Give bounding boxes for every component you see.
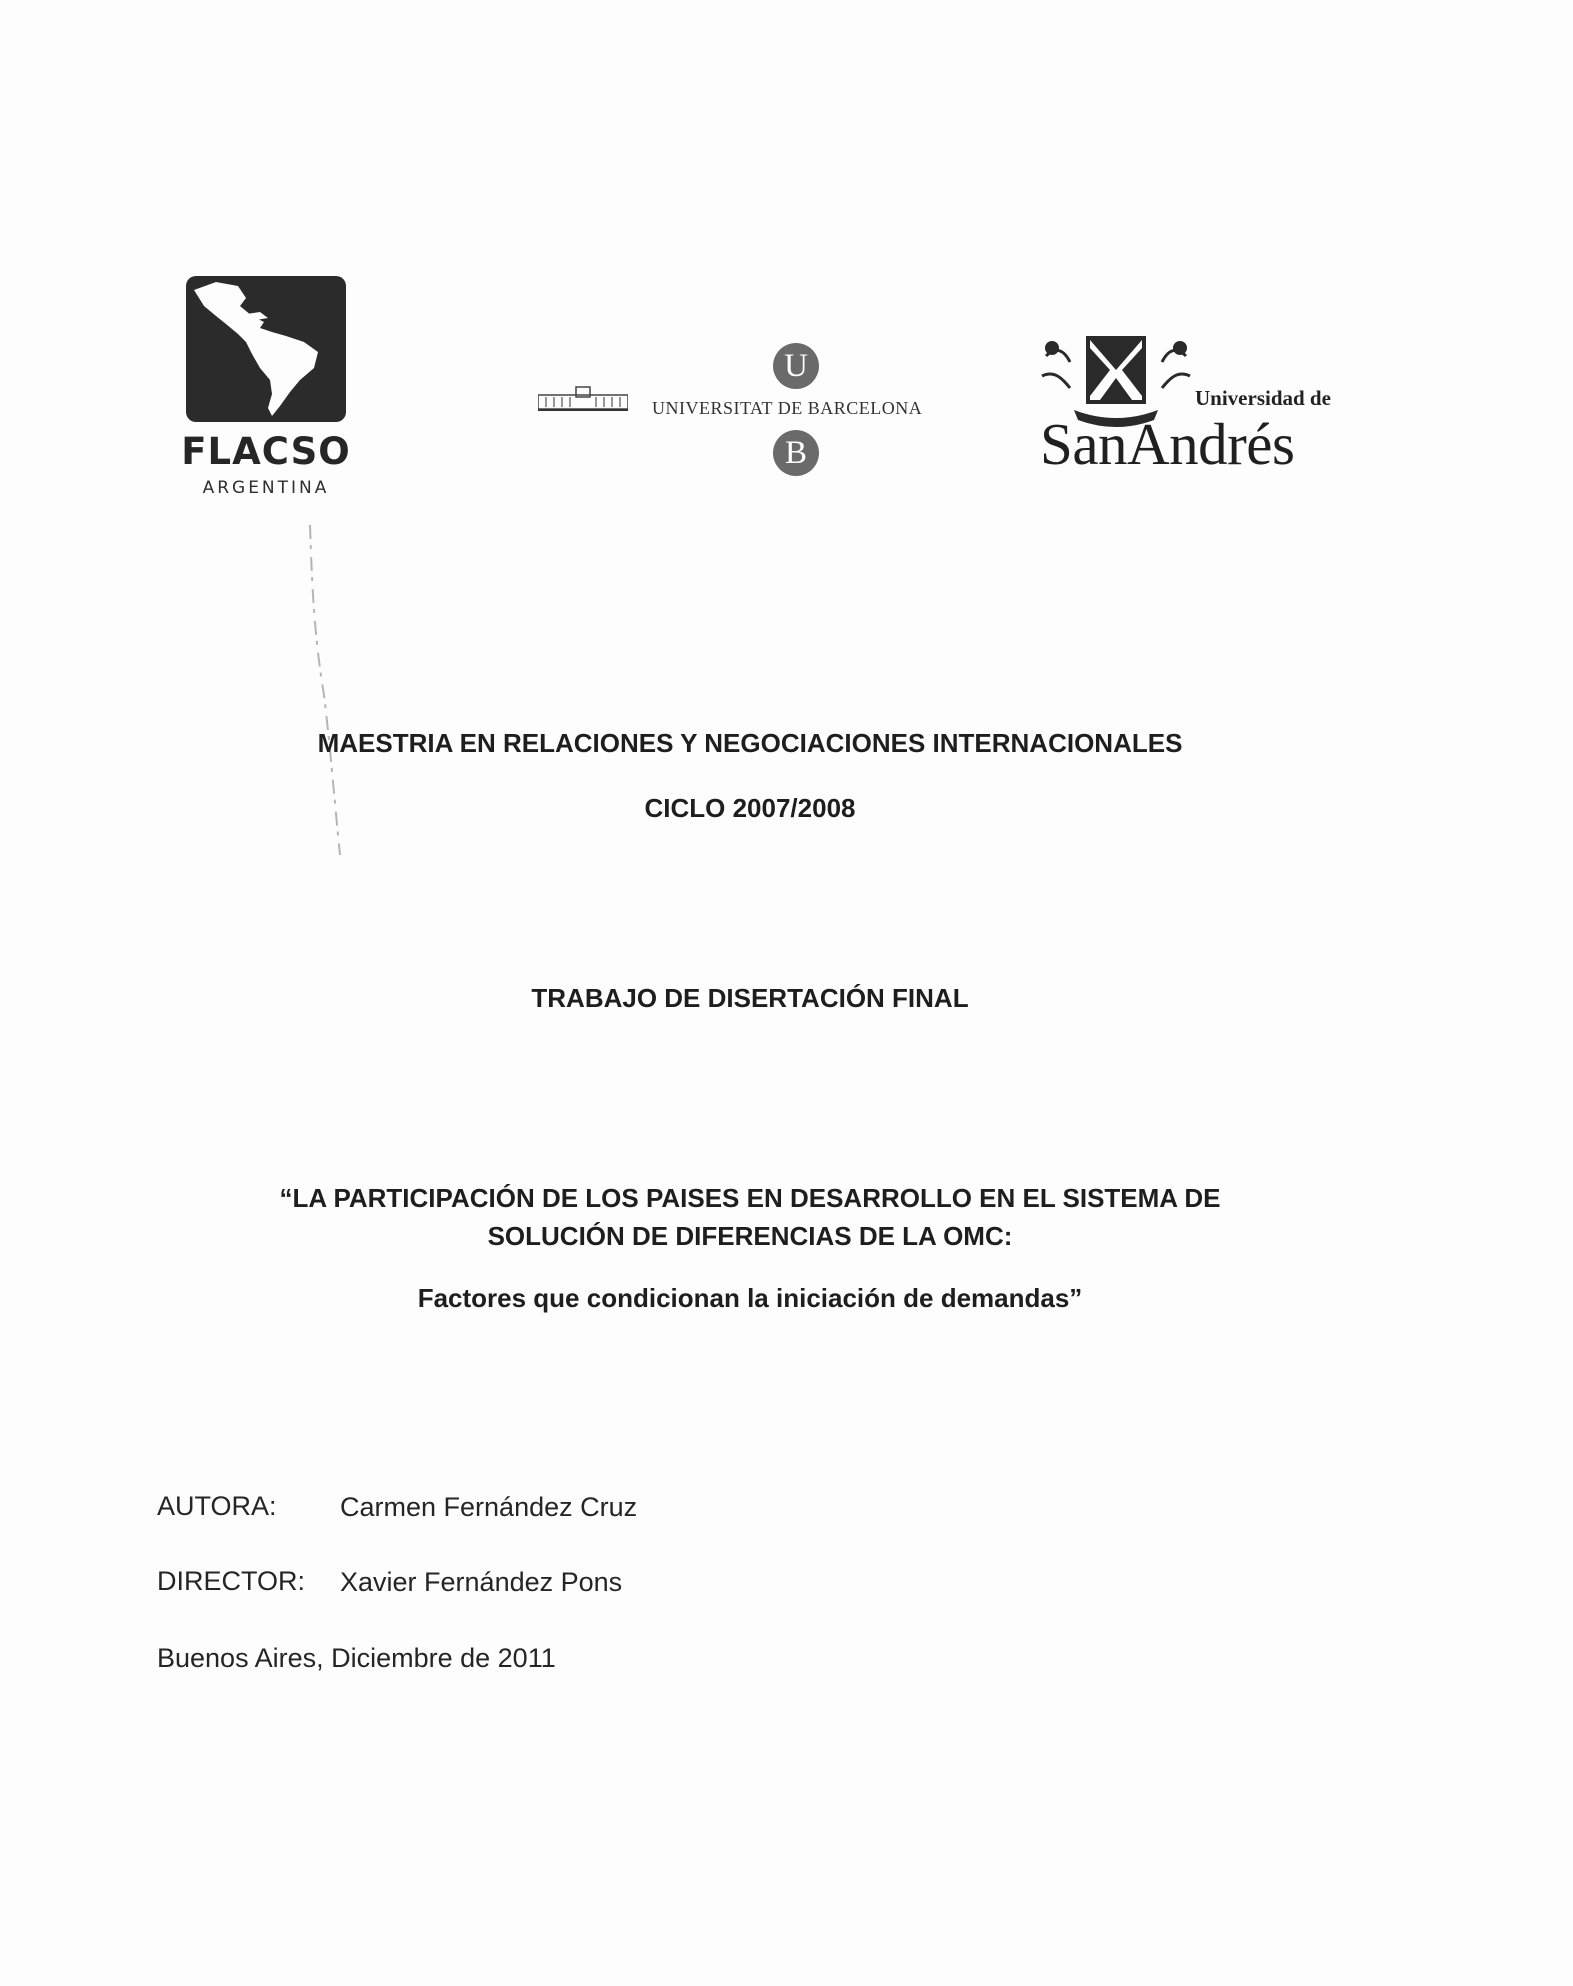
san-andres-prefix-text: Universidad de bbox=[1195, 386, 1331, 410]
place-and-date: Buenos Aires, Diciembre de 2011 bbox=[157, 1643, 556, 1673]
flacso-country-text: ARGENTINA bbox=[202, 478, 330, 498]
thesis-subtitle: Factores que condicionan la iniciación de demandas” bbox=[417, 1283, 1083, 1313]
author-label: AUTORA: bbox=[157, 1491, 277, 1521]
director-label: DIRECTOR: bbox=[157, 1566, 306, 1596]
director-name: Xavier Fernández Pons bbox=[340, 1567, 623, 1597]
program-title: MAESTRIA EN RELACIONES Y NEGOCIACIONES INTERNACIONALES bbox=[317, 728, 1183, 758]
university-building-icon bbox=[538, 385, 628, 411]
ub-logo-u: U bbox=[773, 343, 819, 389]
thesis-title-line-2: SOLUCIÓN DE DIFERENCIAS DE LA OMC: bbox=[487, 1221, 1013, 1251]
flacso-logo-text: FLACSO bbox=[181, 430, 351, 473]
ub-logo-b: B bbox=[773, 430, 819, 476]
san-andres-logo-text: SanAndrés bbox=[1040, 411, 1295, 477]
author-name: Carmen Fernández Cruz bbox=[340, 1492, 638, 1522]
cycle-title: CICLO 2007/2008 bbox=[644, 793, 856, 823]
thesis-title-line-1: “LA PARTICIPACIÓN DE LOS PAISES EN DESARROLLO EN EL SISTEMA DE bbox=[279, 1183, 1221, 1213]
latin-america-map-icon bbox=[186, 276, 346, 422]
ub-logo-text: UNIVERSITAT DE BARCELONA bbox=[652, 398, 923, 418]
work-type-title: TRABAJO DE DISERTACIÓN FINAL bbox=[531, 983, 969, 1013]
